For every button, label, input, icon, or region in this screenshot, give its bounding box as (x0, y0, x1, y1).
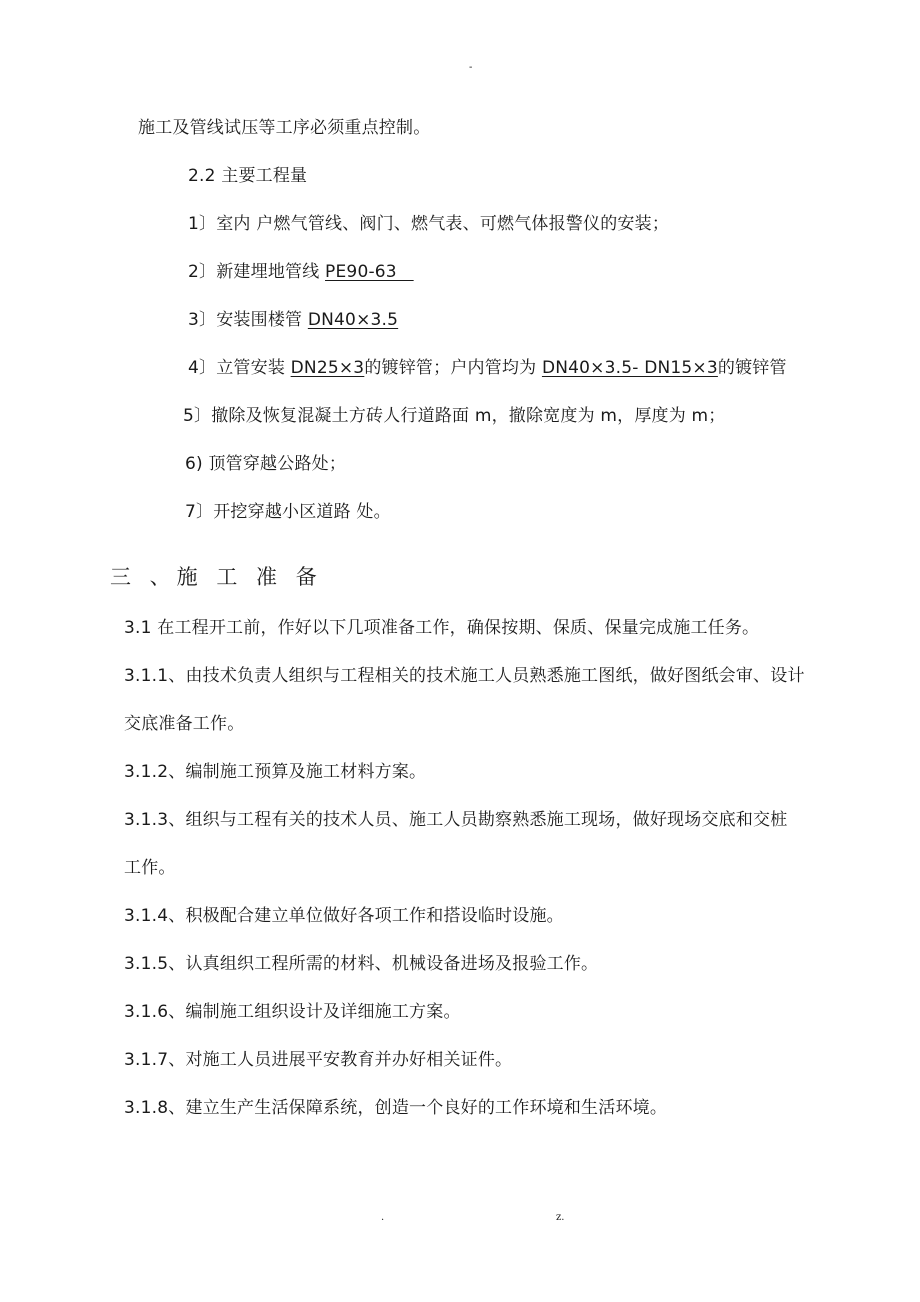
list-item-text: 4〕立管安装 (188, 358, 291, 378)
list-item (188, 357, 787, 379)
paragraph: 3.1.7、对施工人员进展平安教育并办好相关证件。 (124, 1050, 513, 1070)
paragraph: 3.1.1、由技术负责人组织与工程相关的技术施工人员熟悉施工图纸，做好图纸会审、设计 (124, 666, 805, 686)
list-item-text: 的镀锌管 (717, 358, 787, 378)
paragraph: 3.1.8、建立生产生活保障系统，创造一个良好的工作环境和生活环境。 (124, 1098, 668, 1118)
list-item (188, 309, 398, 331)
paragraph: 3.1.3、组织与工程有关的技术人员、施工人员勘察熟悉施工现场，做好现场交底和交桩 (124, 810, 788, 830)
section-heading: 三 、施 工 准 备 (110, 565, 323, 589)
list-item-text: 3〕安装围楼管 (188, 310, 308, 330)
paragraph: 3.1.4、积极配合建立单位做好各项工作和搭设临时设施。 (124, 906, 564, 926)
pipe-spec: DN25×3 (290, 358, 365, 378)
pipe-spec: DN40×3.5 (307, 310, 399, 330)
header-mark: - (469, 62, 473, 73)
pipe-spec: DN40×3.5- DN15×3 (541, 358, 718, 378)
list-item-text: 2〕新建埋地管线 (188, 262, 326, 282)
paragraph: 3.1 在工程开工前，作好以下几项准备工作，确保按期、保质、保量完成施工任务。 (124, 618, 760, 638)
list-item-text: 的镀锌管；户内管均为 (364, 358, 542, 378)
text-line: 施工及管线试压等工序必须重点控制。 (138, 118, 431, 138)
list-item: 6) 顶管穿越公路处； (185, 454, 347, 474)
paragraph: 交底准备工作。 (124, 714, 245, 734)
footer-right: z. (556, 1212, 565, 1223)
paragraph: 工作。 (124, 858, 176, 878)
list-item: 1〕室内 户燃气管线、阀门、燃气表、可燃气体报警仪的安装； (188, 214, 670, 234)
paragraph: 3.1.2、编制施工预算及施工材料方案。 (124, 762, 427, 782)
list-item: 5〕撤除及恢复混凝土方砖人行道路面 m，撤除宽度为 m，厚度为 m； (183, 406, 726, 426)
paragraph: 3.1.5、认真组织工程所需的材料、机械设备进场及报验工作。 (124, 954, 599, 974)
list-item (188, 261, 414, 283)
paragraph: 3.1.6、编制施工组织设计及详细施工方案。 (124, 1002, 461, 1022)
list-item: 7〕开挖穿越小区道路 处。 (185, 502, 391, 522)
subsection-title: 2.2 主要工程量 (188, 166, 308, 186)
pipe-spec: PE90-63 (325, 262, 414, 282)
footer-left: . (381, 1212, 385, 1223)
